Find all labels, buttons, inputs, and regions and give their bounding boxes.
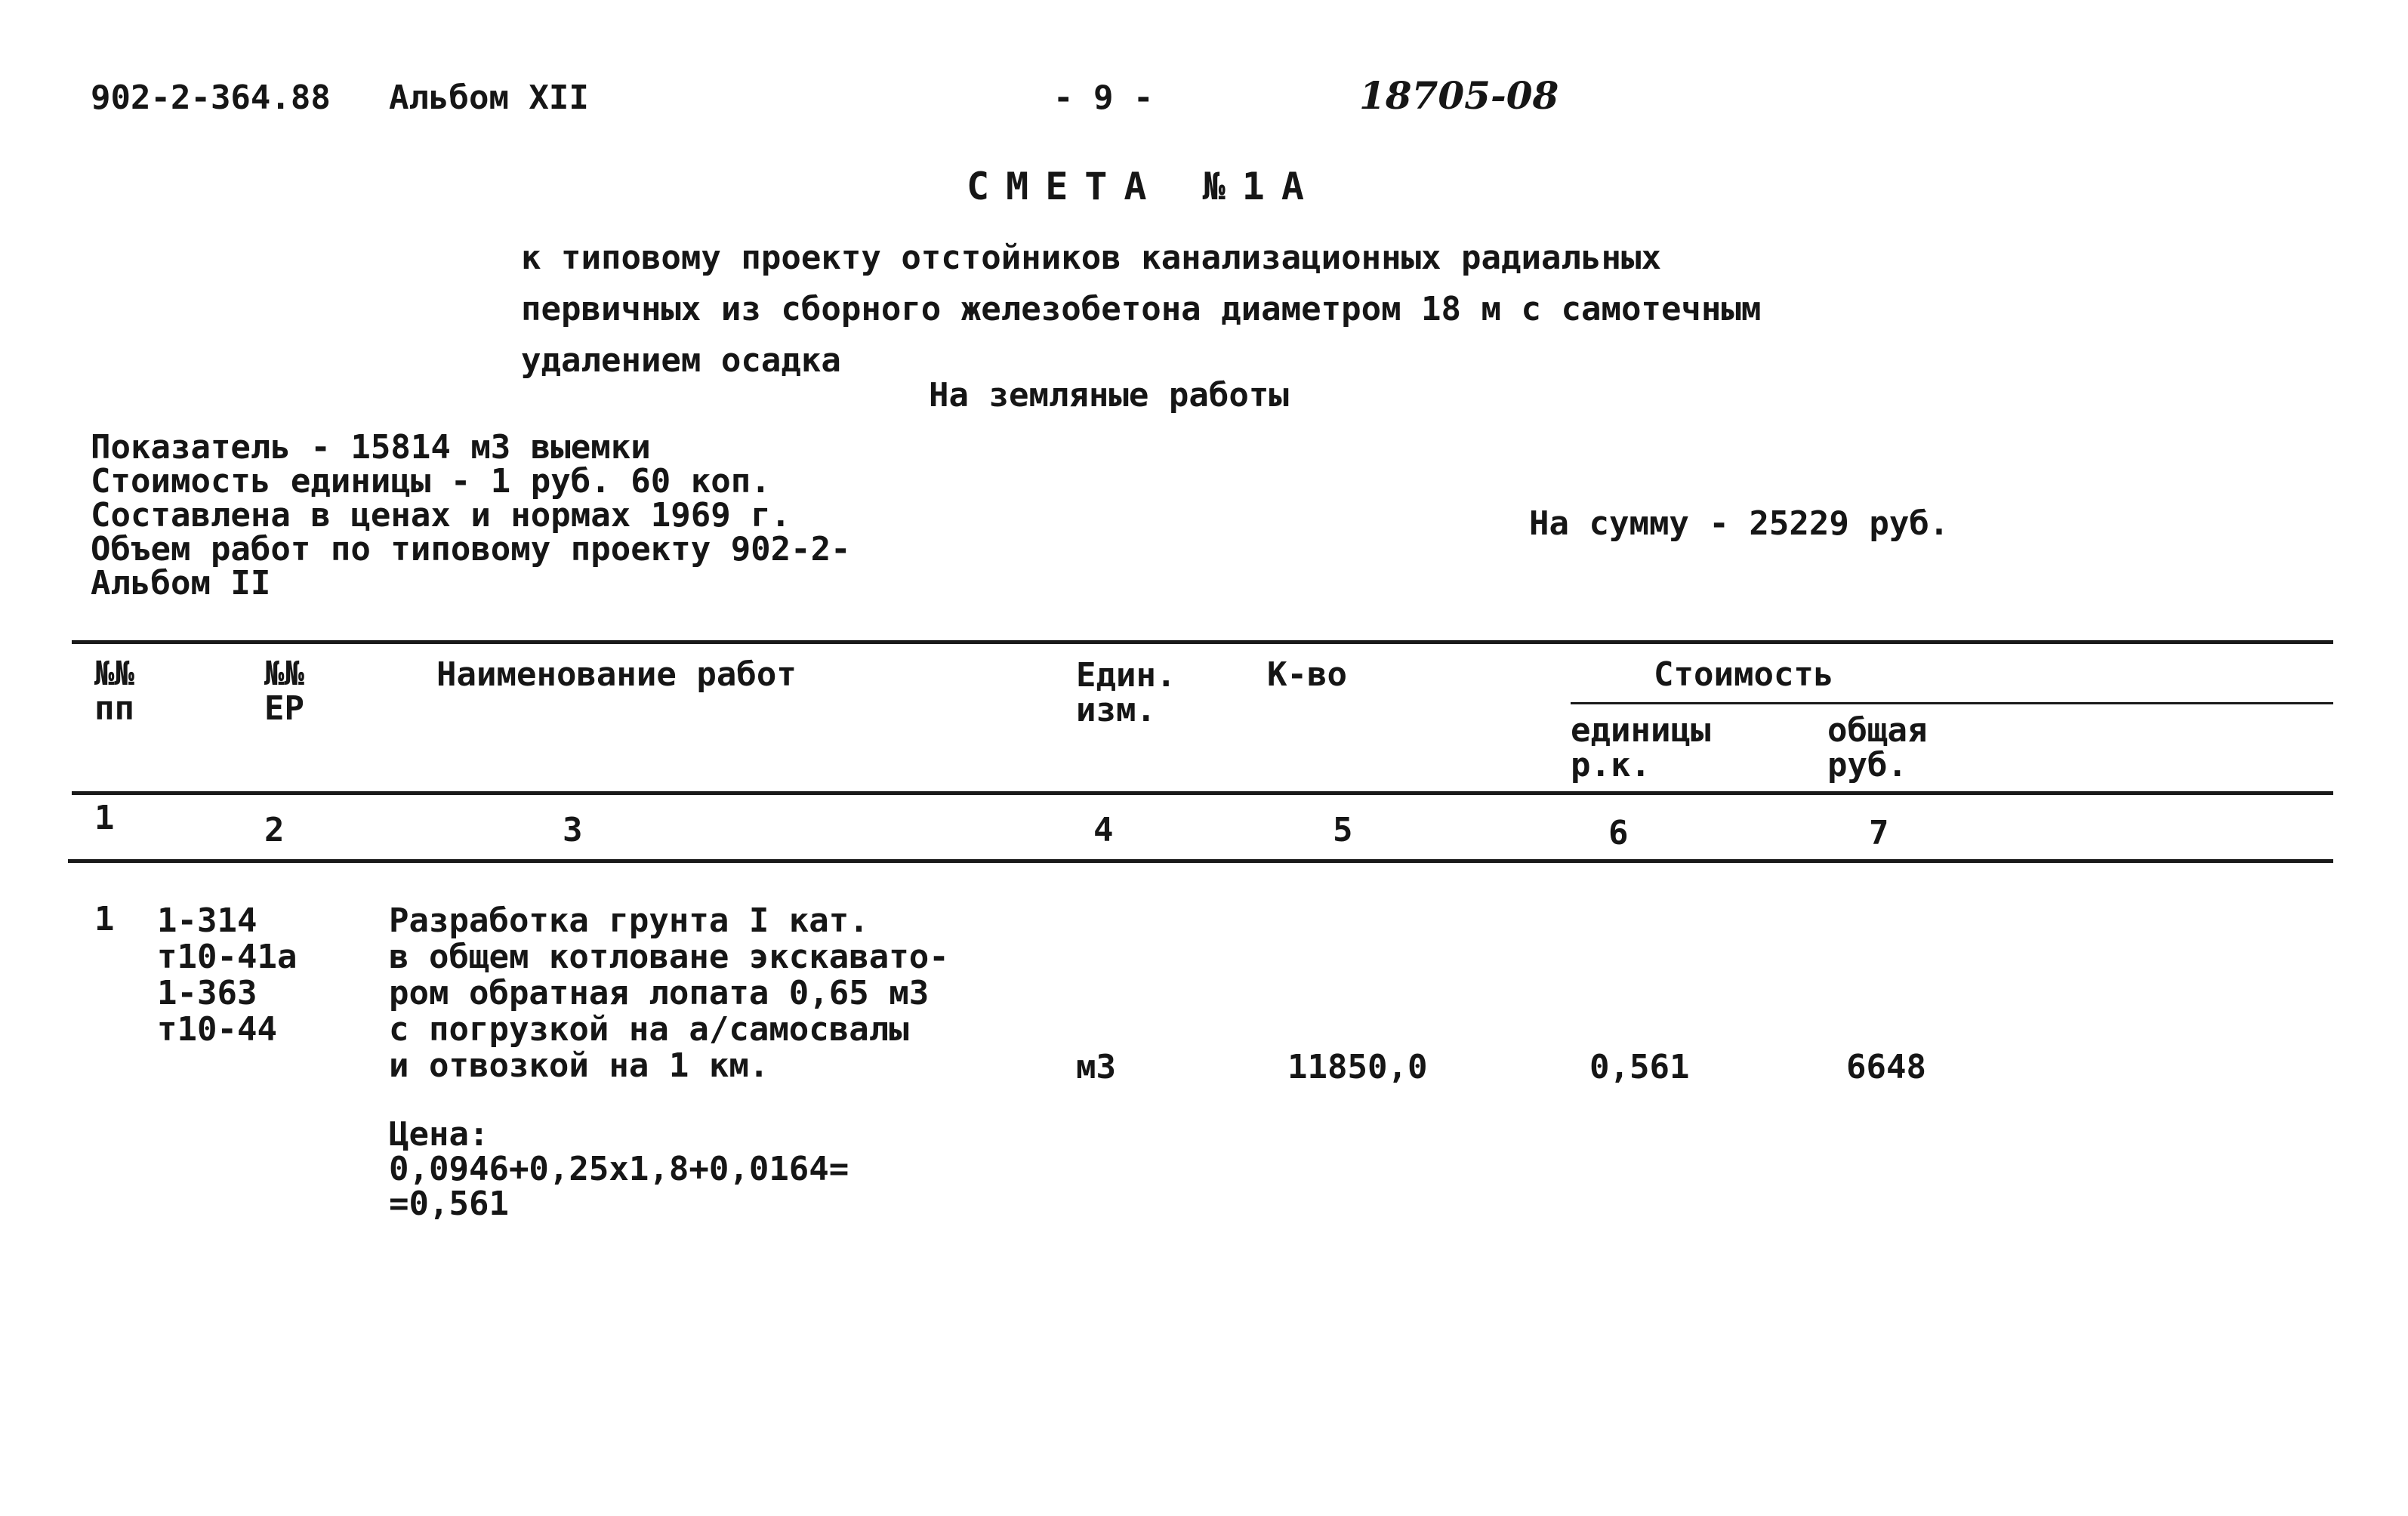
cost-group-rule	[1571, 702, 2333, 704]
header-text: единицы	[1571, 711, 1711, 750]
header-bottom-rule	[72, 791, 2333, 795]
row-codes	[157, 903, 297, 1048]
header-work-name: Наименование работ	[436, 655, 797, 694]
row-code: 1-363	[157, 974, 257, 1012]
row-code: 1-314	[157, 901, 257, 940]
header-text: пп	[94, 689, 134, 728]
price-label: Цена:	[389, 1115, 489, 1154]
handwritten-number: 18705-08	[1359, 73, 1559, 118]
document-title: СМЕТА №1А	[967, 165, 1321, 208]
header-quantity: К-во	[1267, 655, 1347, 694]
column-numbers-rule	[68, 859, 2333, 863]
header-unit-cost	[1571, 713, 1710, 783]
price-formula-line: =0,561	[389, 1185, 509, 1223]
column-number: 7	[1869, 814, 1889, 852]
column-number: 4	[1093, 811, 1114, 849]
column-number: 6	[1608, 814, 1629, 852]
subtitle-line: первичных из сборного железобетона диаметром 18 м с самотечным	[521, 290, 1762, 328]
album-label: Альбом XII	[389, 79, 589, 117]
price-formula-line: 0,0946+0,25х1,8+0,0164=	[389, 1150, 849, 1188]
header-unit	[1076, 658, 1176, 728]
indicator-line: Альбом II	[91, 564, 271, 602]
work-type: На земляные работы	[929, 376, 1289, 414]
document-code: 902-2-364.88	[91, 79, 331, 117]
document-subtitle	[521, 233, 1761, 387]
header-text: изм.	[1076, 691, 1156, 729]
indicator-line: Стоимость единицы - 1 руб. 60 коп.	[91, 462, 771, 501]
header-text: №№	[264, 655, 304, 693]
row-unit-cost: 0,561	[1589, 1048, 1690, 1086]
header-text: руб.	[1827, 746, 1907, 784]
header-cost-group: Стоимость	[1654, 655, 1834, 694]
row-unit: м3	[1076, 1048, 1116, 1086]
total-sum: На сумму - 25229 руб.	[1529, 504, 1950, 543]
row-number: 1	[94, 900, 115, 938]
subtitle-line: к типовому проекту отстойников канализационных радиальных	[521, 239, 1661, 277]
indicator-line: Объем работ по типовому проекту 902-2-	[91, 530, 851, 568]
description-line: и отвозкой на 1 км.	[389, 1046, 769, 1085]
header-row-number	[94, 657, 134, 726]
row-total-cost: 6648	[1846, 1048, 1926, 1086]
header-total-cost	[1827, 713, 1927, 783]
description-line: ром обратная лопата 0,65 м3	[389, 974, 930, 1012]
row-code: т10-44	[157, 1010, 277, 1049]
column-number: 3	[563, 811, 583, 849]
subtitle-line: удалением осадка	[521, 341, 841, 380]
column-number: 2	[264, 811, 285, 849]
header-text: р.к.	[1571, 746, 1651, 784]
row-code: т10-41а	[157, 938, 298, 976]
page-number: - 9 -	[1053, 79, 1154, 117]
table-top-rule	[72, 640, 2333, 644]
header-text: Един.	[1076, 656, 1176, 695]
description-line: Разработка грунта I кат.	[389, 901, 869, 940]
header-text: ЕР	[264, 689, 304, 728]
column-number: 1	[94, 799, 115, 837]
row-quantity: 11850,0	[1287, 1048, 1428, 1086]
row-description	[389, 903, 949, 1084]
indicator-line: Составлена в ценах и нормах 1969 г.	[91, 496, 791, 535]
price-calculation	[389, 1117, 849, 1222]
description-line: с погрузкой на а/самосвалы	[389, 1010, 909, 1049]
description-line: в общем котловане экскавато-	[389, 938, 949, 976]
column-number: 5	[1333, 811, 1353, 849]
indicators-block	[91, 430, 851, 600]
header-text: общая	[1827, 711, 1928, 750]
header-text: №№	[94, 655, 134, 693]
indicator-line: Показатель - 15814 м3 выемки	[91, 428, 651, 467]
header-er	[264, 657, 304, 726]
